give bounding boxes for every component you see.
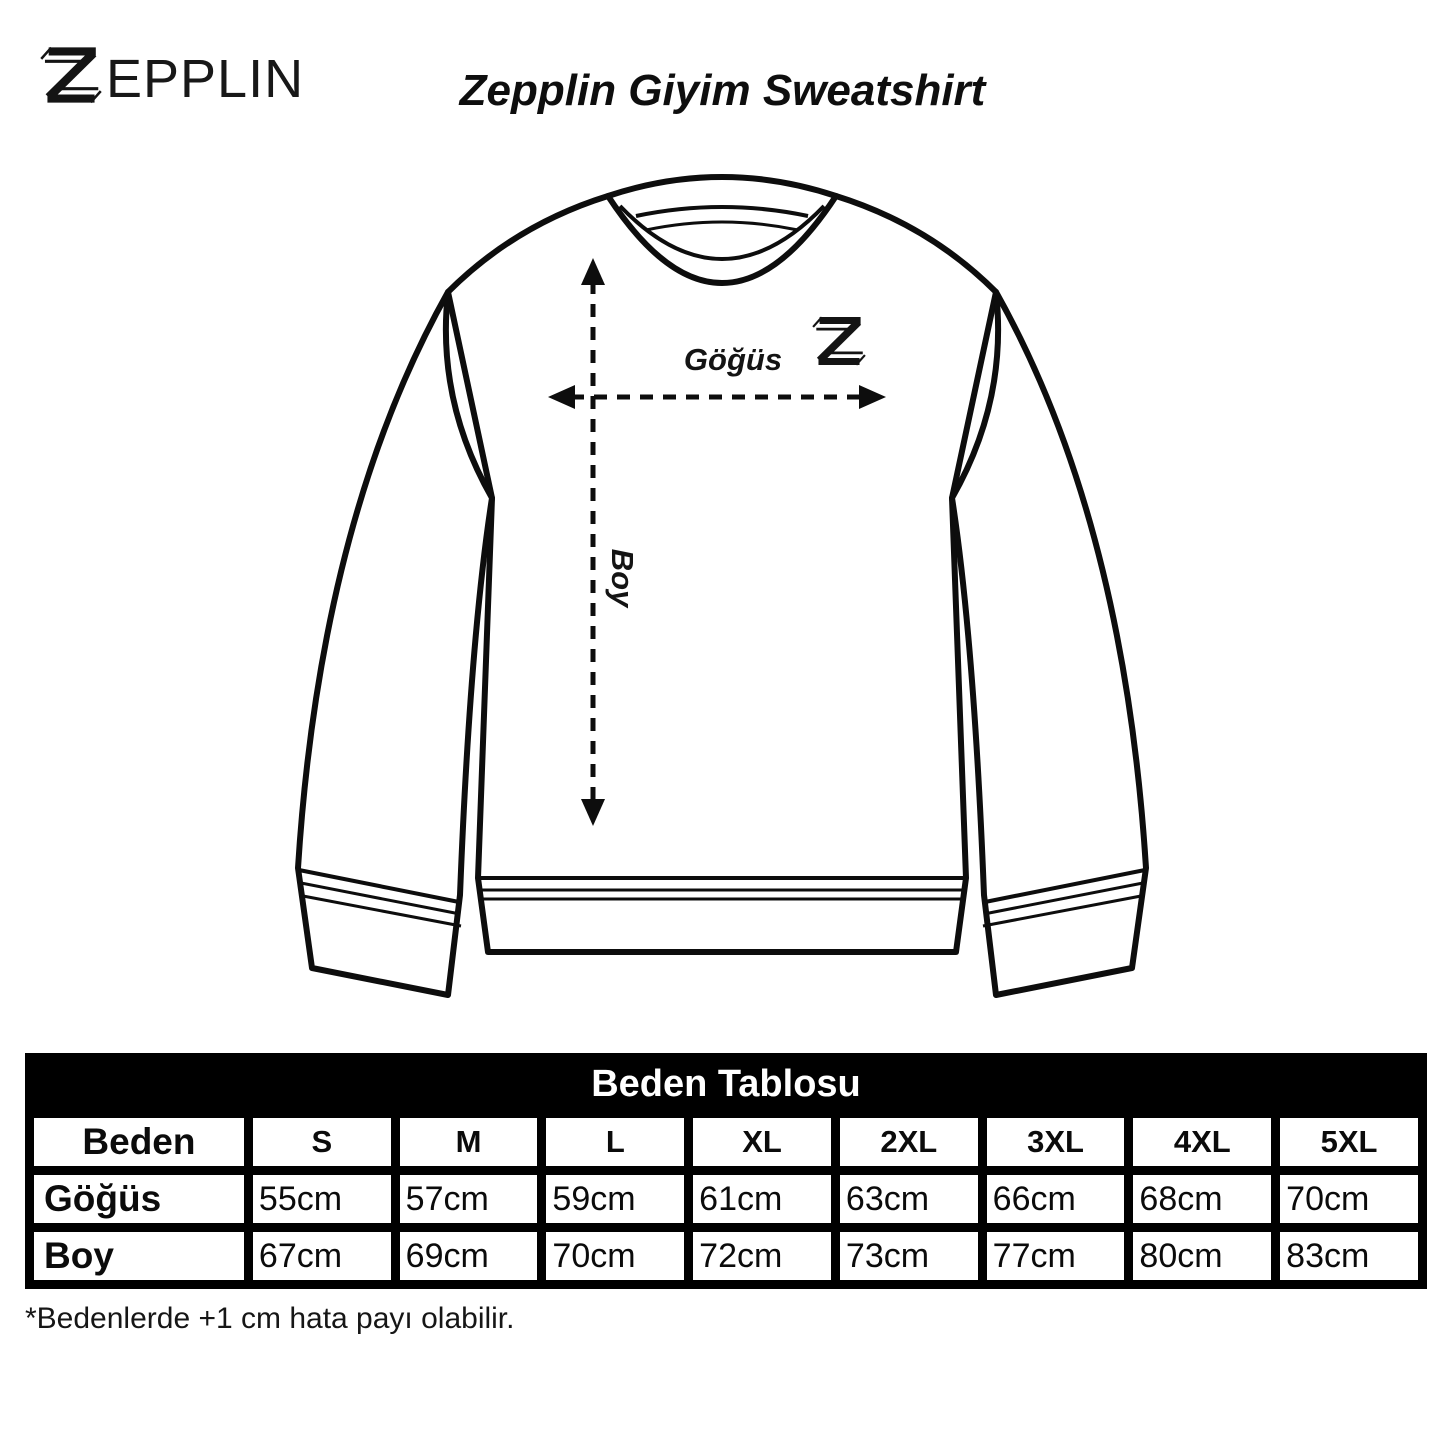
chest-value-xl: 61cm — [693, 1175, 831, 1223]
length-value-s: 67cm — [253, 1232, 391, 1280]
length-dimension-label: Boy — [605, 548, 640, 608]
header-size-2xl: 2XL — [840, 1118, 978, 1166]
chest-value-2xl: 63cm — [840, 1175, 978, 1223]
header-size-s: S — [253, 1118, 391, 1166]
title-brand-part: Zepplin Giyim — [459, 66, 751, 115]
row-label-chest: Göğüs — [34, 1175, 244, 1223]
sweatshirt-body — [448, 196, 996, 952]
length-value-5xl: 83cm — [1280, 1232, 1418, 1280]
size-table-title: Beden Tablosu — [591, 1063, 861, 1105]
chest-value-3xl: 66cm — [987, 1175, 1125, 1223]
length-value-xl: 72cm — [693, 1232, 831, 1280]
chest-value-5xl: 70cm — [1280, 1175, 1418, 1223]
size-table — [25, 1053, 1427, 1289]
length-value-l: 70cm — [546, 1232, 684, 1280]
length-value-m: 69cm — [400, 1232, 538, 1280]
chest-value-4xl: 68cm — [1133, 1175, 1271, 1223]
tolerance-footnote: *Bedenlerde +1 cm hata payı olabilir. — [25, 1302, 515, 1335]
length-value-2xl: 73cm — [840, 1232, 978, 1280]
row-label-length: Boy — [34, 1232, 244, 1280]
header-beden: Beden — [34, 1118, 244, 1166]
header-size-3xl: 3XL — [987, 1118, 1125, 1166]
brand-name: EPPLIN — [106, 49, 305, 109]
header-size-5xl: 5XL — [1280, 1118, 1418, 1166]
chest-measurements-row — [34, 1175, 1418, 1223]
chest-value-s: 55cm — [253, 1175, 391, 1223]
length-value-4xl: 80cm — [1133, 1232, 1271, 1280]
title-product-part: Sweatshirt — [762, 66, 986, 115]
header-size-l: L — [546, 1118, 684, 1166]
length-value-3xl: 77cm — [987, 1232, 1125, 1280]
header-size-m: M — [400, 1118, 538, 1166]
chest-value-m: 57cm — [400, 1175, 538, 1223]
length-measurements-row — [34, 1232, 1418, 1280]
chest-value-l: 59cm — [546, 1175, 684, 1223]
chest-dimension-label: Göğüs — [683, 342, 783, 377]
header-size-4xl: 4XL — [1133, 1118, 1271, 1166]
size-table-header-row — [34, 1118, 1418, 1166]
header-size-xl: XL — [693, 1118, 831, 1166]
